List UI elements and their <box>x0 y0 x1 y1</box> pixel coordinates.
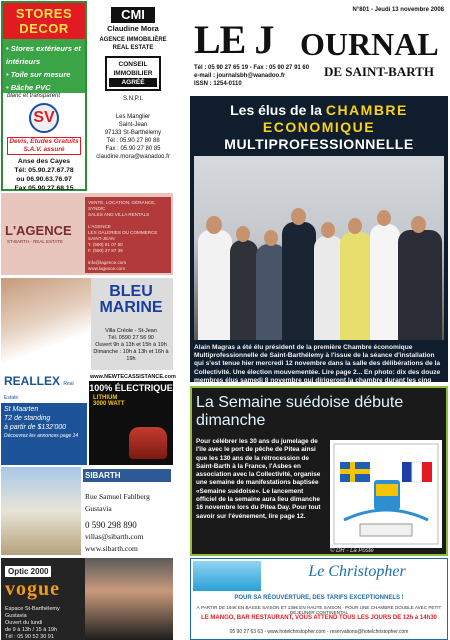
headline-part: CHAMBRE <box>325 102 408 118</box>
bleu-marine-logo: BLEU MARINE <box>99 283 163 316</box>
building-photo <box>1 467 81 555</box>
sibarth-line: Rue Samuel Fahlberg <box>85 492 150 501</box>
cmi-address-line: Fax : 05.90 27 80 85 <box>105 146 161 152</box>
vogue-logo: vogue <box>5 578 60 600</box>
bleu-marine-line: Ouvert 9h à 13h et 15h à 19h <box>95 342 167 348</box>
ad-stores-decor[interactable] <box>1 1 87 191</box>
masthead-tel: Tél : 05 90 27 65 19 - Fax : 05 90 27 91 60 <box>194 65 310 71</box>
cmi-address-line: Les Manglier <box>115 114 151 120</box>
person-figure <box>198 230 232 340</box>
person-head <box>291 208 306 225</box>
newtec-url: www.NEWTECASSISTANCE.com <box>90 374 176 380</box>
lagence-line: info@lagence.com <box>88 260 127 265</box>
cmi-address-line: Tél : 05.90 27 80 88 <box>106 138 160 144</box>
person-head <box>206 216 222 234</box>
ad-optic2000[interactable] <box>1 558 173 640</box>
stamp-illustration-icon <box>330 440 442 548</box>
cmi-address-line: Saint-Jean <box>118 122 148 128</box>
sibarth-text <box>85 491 171 555</box>
christopher-line4: 05 90 27 63 63 - www.hotelchristopher.com - reservations@hotelchristopher.com <box>229 629 409 635</box>
lagence-line: L'AGENCE <box>88 224 111 229</box>
optic-line: Ouvert du lundi <box>5 620 43 626</box>
optic-line: Tél : 05 90 52 30 91 <box>5 634 54 640</box>
ad-cmi[interactable] <box>92 1 174 191</box>
christopher-line3: LE MANGO, BAR RESTAURANT, VOUS ATTEND TOUS LES JOURS DE 12h à 14h30 <box>201 615 437 621</box>
ad-bleu-marine[interactable] <box>1 278 173 370</box>
masthead-logo-le: LE J <box>194 17 274 62</box>
bleu-marine-address <box>91 328 171 363</box>
ad-stores-item: • Bâche PVC <box>6 83 51 92</box>
bleu-marine-line: Tél. 0590 27 56 90 <box>108 335 154 341</box>
masthead-logo-sb: DE SAINT-BARTH <box>324 64 434 79</box>
sibarth-line: 0 590 298 890 <box>85 520 137 530</box>
lagence-line: LES GALERIES DU COMMERCE <box>88 230 158 235</box>
cmi-address-line: 97133 St-Barthélemy <box>104 130 162 136</box>
lagence-line: VENTE, LOCATION, GÉRANCE, SYNDIC <box>88 200 156 211</box>
ad-stores-address-line: Anse des Cayes <box>17 158 71 165</box>
optic-line: Gustavia <box>5 613 27 619</box>
group-photo <box>194 156 444 340</box>
headline-part: MULTIPROFESSIONNELLE <box>224 136 414 152</box>
person-figure <box>282 222 316 340</box>
masthead-contact <box>194 64 309 88</box>
reallex-line: à partir de $132'000 <box>4 424 67 431</box>
person-figure <box>230 240 258 340</box>
lagence-line: www.lagence.com <box>88 266 126 271</box>
ad-stores-item: • Toile sur mesure <box>6 70 71 79</box>
cmi-logo-icon: CMI <box>111 7 155 23</box>
masthead-issn: ISSN : 1254-0110 <box>194 81 242 87</box>
ad-stores-address <box>3 157 85 193</box>
headline-part: ECONOMIQUE <box>262 119 376 135</box>
lagence-logo-area <box>1 193 83 275</box>
reallex-line: Découvrez les annonces page 14 <box>4 433 79 439</box>
issue-date: N°801 - Jeudi 13 novembre 2008 <box>352 7 444 13</box>
person-head <box>236 226 250 242</box>
person-head <box>264 230 278 246</box>
bleu-marine-line: Dimanche : 10h à 13h et 16h à 19h <box>93 349 169 362</box>
ad-lagence[interactable] <box>1 193 173 275</box>
cmi-box-sub: S.N.P.I. <box>123 96 143 102</box>
christopher-line1: POUR SA RÉOUVERTURE, DES TARIFS EXCEPTIONNELS ! <box>234 595 404 601</box>
cmi-address-line: claudine.mora@wanadoo.fr <box>96 154 170 160</box>
headline-part: Les élus de la <box>230 102 322 118</box>
ad-stores-devis: Devis, Etudes Gratuits S.A.V. assuré <box>7 137 81 155</box>
lagence-line: T. (590) 51 07 50 <box>88 242 123 247</box>
feature-caption: Alain Magras a été élu président de la première Chambre économique Multiprofessionnelle de Saint-Barthélemy à l'issue de la séance d'installation qui s'est tenue hier mercredi 12 novembre dans la salle des délibérations de la Collectivité. Une élection mouvementée. Lire page 2... En photo: dix des douze membres élus samedi 8 novembre qui dirigeront la chambre durant les cinq <box>194 344 441 384</box>
cmi-box-line: IMMOBILIER <box>113 70 153 77</box>
cmi-agree-box <box>105 56 161 91</box>
bleu-marine-line: Villa Créole - St-Jean <box>105 328 157 334</box>
ad-stores-item: • Stores extérieurs et intérieurs <box>6 44 81 66</box>
lagence-line: SALES AND VILLA RENTALS <box>88 212 150 217</box>
reallex-logo-text: REALLEX <box>4 374 61 388</box>
lagence-text <box>85 197 171 273</box>
person-head <box>411 216 426 233</box>
ad-stores-title: STORES DECOR <box>3 3 85 39</box>
reallex-text <box>1 403 87 443</box>
lagence-logo: L'AGENCE <box>5 223 72 238</box>
ad-stores-address-line: ou 06.90.63.76.97 <box>16 176 72 183</box>
optic2000-logo: Optic 2000 <box>5 566 51 577</box>
newtec-line: 3000 WATT <box>93 401 125 407</box>
christopher-line2: À PARTIR DE 194€ EN BASSE SAISON ET 136€ EN HAUTE SAISON · POUR UNE CHAMBRE DOUBLE AVEC PETIT DÉJEUNER CONTINENTAL <box>196 605 442 615</box>
christopher-logo: Le Christopher <box>308 563 406 580</box>
scooter-icon <box>129 427 167 459</box>
lagence-sub: ST-BARTH - REAL ESTATE <box>7 239 63 244</box>
cmi-line1: AGENCE IMMOBILIÈRE <box>99 37 167 43</box>
sibarth-line: www.sibarth.com <box>85 544 138 553</box>
lagence-line: SAINT-JEAN <box>88 236 115 241</box>
reallex-line: St Maarten <box>4 406 39 413</box>
suede-photo-credit: © DR - La Poste <box>330 548 374 554</box>
reallex-logo <box>1 373 87 403</box>
ad-reallex[interactable] <box>1 373 87 465</box>
stores-logo-icon: SV <box>29 103 59 133</box>
optic-line: de 9 à 13h / 15 à 19h <box>5 627 57 633</box>
suede-text: Pour célébrer les 30 ans du jumelage de l'île avec le port de pêche de Pitea ainsi que les 130 ans de la rétrocession de Saint-Barth à la France, l'Asbes en association avec la Collectivité, organise une semaine de manifestations baptisée «Semaine suédoise». Le lancement officiel de la semaine aura lieu dimanche 16 novembre lors du Pitea Day. Pour tout savoir sur l'événement, lire page 12. <box>196 438 321 520</box>
masthead-logo-ournal: OURNAL <box>300 26 439 62</box>
newtec-headline: 100% ÉLECTRIQUE <box>89 383 173 393</box>
masthead <box>190 4 448 94</box>
person-figure <box>370 224 400 340</box>
cmi-line2: REAL ESTATE <box>112 45 154 51</box>
sibarth-logo: SIBARTH <box>83 469 171 482</box>
ad-stores-address-line: Tél: 05.90.27.67.78 <box>14 167 74 174</box>
newtec-litre <box>89 395 173 407</box>
cmi-box-line: CONSEIL <box>118 61 148 68</box>
lagence-line: F. (590) 27 87 39 <box>88 248 123 253</box>
person-head <box>377 210 391 226</box>
masthead-email: e-mail : journalsbh@wanadoo.fr <box>194 73 286 79</box>
ad-sibarth[interactable] <box>1 467 173 555</box>
cmi-box-line: AGRÉÉ <box>109 78 157 87</box>
model-photo <box>1 278 91 370</box>
feature-headline <box>190 102 448 153</box>
ad-newtec[interactable] <box>89 373 176 465</box>
stamp-image <box>330 440 442 548</box>
person-figure <box>340 232 372 340</box>
ad-stores-sub: blanc et transparent <box>7 93 61 99</box>
feature-story[interactable] <box>190 96 448 382</box>
sibarth-line: villas@sibarth.com <box>85 532 144 541</box>
ad-stores-list <box>3 39 85 93</box>
person-figure <box>398 230 442 340</box>
reallex-sub: Real Estate <box>4 381 74 401</box>
pool-photo <box>193 561 261 591</box>
suede-story[interactable] <box>190 386 448 556</box>
cmi-name: Claudine Mora <box>107 24 159 33</box>
person-head <box>348 218 362 234</box>
sibarth-line: Gustavia <box>85 504 112 513</box>
optic-line: Espace St-Barthélemy <box>5 606 60 612</box>
optic-address <box>5 606 60 640</box>
newtec-line: LITHIUM <box>93 395 118 401</box>
reallex-line: T2 de standing <box>4 415 51 422</box>
ad-stores-address-line: Fax 05.90.27.68.15 <box>14 185 74 192</box>
person-head <box>321 222 335 238</box>
model-photo <box>85 558 173 640</box>
cmi-address <box>92 113 174 161</box>
suede-headline: La Semaine suédoise débute dimanche <box>196 394 404 429</box>
ad-christopher[interactable] <box>190 558 448 640</box>
